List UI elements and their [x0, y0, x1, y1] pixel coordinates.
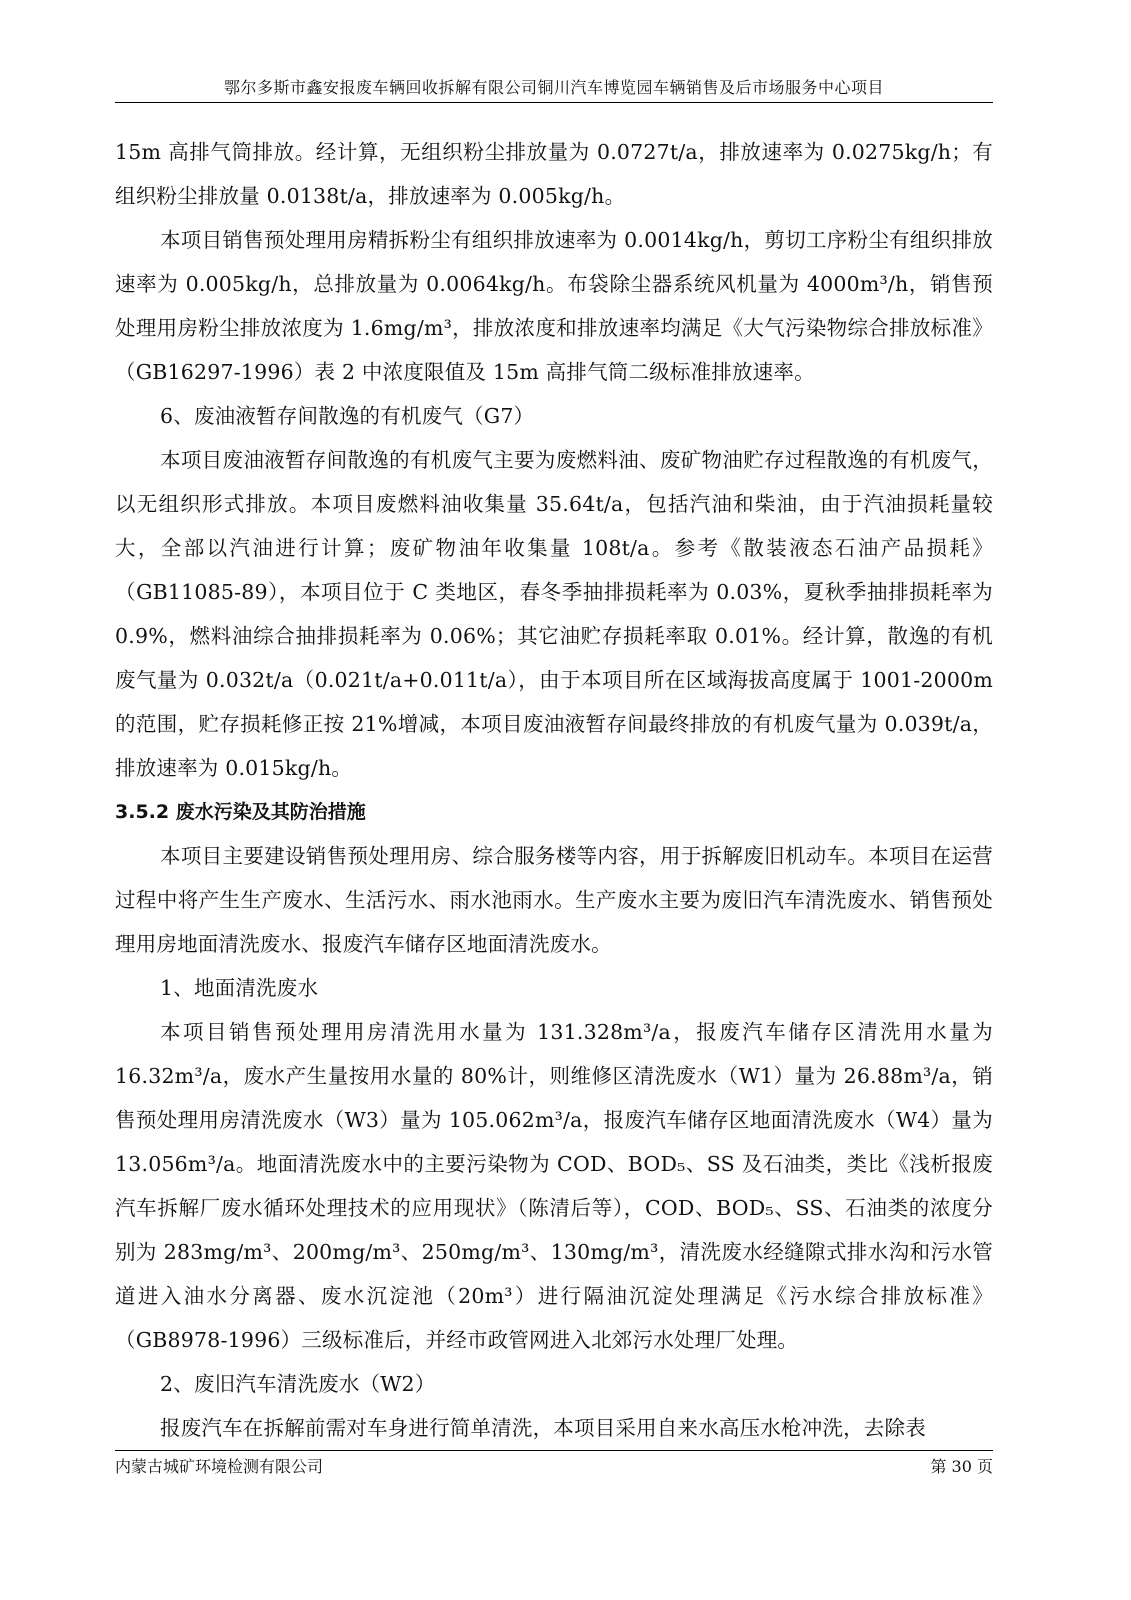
paragraph-6: 报废汽车在拆解前需对车身进行简单清洗，本项目采用自来水高压水枪冲洗，去除表	[160, 1416, 926, 1440]
paragraph-3: 本项目废油液暂存间散逸的有机废气主要为废燃料油、废矿物油贮存过程散逸的有机废气，以无组织形式排放。本项目废燃料油收集量 35.64t/a，包括汽油和柴油，由于汽油损耗量较大，全部以汽油进行计算；废矿物油年收集量 108t/a。参考《散装液态石油产品损耗》（GB11085-89），本项目位于 C 类地区，春冬季抽排损耗率为 0.03%，夏秋季抽排损耗率为 0.9%，燃料油综合抽排损耗率为 0.06%；其它油贮存损耗率取 0.01%。经计算，散逸的有机废气量为 0.032t/a（0.021t/a+0.011t/a），由于本项目所在区域海拔高度属于 1001-2000m 的范围，贮存损耗修正按 21%增减，本项目废油液暂存间最终排放的有机废气量为 0.039t/a，排放速率为 0.015kg/h。	[115, 448, 993, 780]
paragraph-1: 15m 高排气筒排放。经计算，无组织粉尘排放量为 0.0727t/a，排放速率为 0.0275kg/h；有组织粉尘排放量 0.0138t/a，排放速率为 0.005kg/h。	[115, 140, 993, 208]
subheading-g7: 6、废油液暂存间散逸的有机废气（G7）	[160, 404, 535, 428]
footer-divider	[115, 1450, 993, 1451]
footer-page-number: 第 30 页	[930, 1457, 993, 1476]
document-body	[115, 130, 993, 1450]
paragraph-5: 本项目销售预处理用房清洗用水量为 131.328m³/a，报废汽车储存区清洗用水量为 16.32m³/a，废水产生量按用水量的 80%计，则维修区清洗废水（W1）量为 26.88m³/a，销售预处理用房清洗废水（W3）量为 105.062m³/a，报废汽车储存区地面清洗废水（W4）量为 13.056m³/a。地面清洗废水中的主要污染物为 COD、BOD₅、SS 及石油类，类比《浅析报废汽车拆解厂废水循环处理技术的应用现状》（陈清后等），COD、BOD₅、SS、石油类的浓度分别为 283mg/m³、200mg/m³、250mg/m³、130mg/m³，清洗废水经缝隙式排水沟和污水管道进入油水分离器、废水沉淀池（20m³）进行隔油沉淀处理满足《污水综合排放标准》（GB8978-1996）三级标准后，并经市政管网进入北郊污水处理厂处理。	[115, 1020, 993, 1352]
header-divider	[115, 102, 993, 103]
paragraph-4: 本项目主要建设销售预处理用房、综合服务楼等内容，用于拆解废旧机动车。本项目在运营过程中将产生生产废水、生活污水、雨水池雨水。生产废水主要为废旧汽车清洗废水、销售预处理用房地面清洗废水、报废汽车储存区地面清洗废水。	[115, 844, 993, 956]
subheading-ground-wash: 1、地面清洗废水	[160, 976, 319, 1000]
paragraph-2: 本项目销售预处理用房精拆粉尘有组织排放速率为 0.0014kg/h，剪切工序粉尘有组织排放速率为 0.005kg/h，总排放量为 0.0064kg/h。布袋除尘器系统风机量为 4000m³/h，销售预处理用房粉尘排放浓度为 1.6mg/m³，排放浓度和排放速率均满足《大气污染物综合排放标准》（GB16297-1996）表 2 中浓度限值及 15m 高排气筒二级标准排放速率。	[115, 228, 993, 384]
footer-company: 内蒙古城矿环境检测有限公司	[115, 1457, 324, 1476]
subheading-w2: 2、废旧汽车清洗废水（W2）	[160, 1372, 436, 1396]
section-heading-3-5-2: 3.5.2 废水污染及其防治措施	[115, 801, 366, 823]
page-header-title: 鄂尔多斯市鑫安报废车辆回收拆解有限公司铜川汽车博览园车辆销售及后市场服务中心项目	[223, 78, 884, 97]
